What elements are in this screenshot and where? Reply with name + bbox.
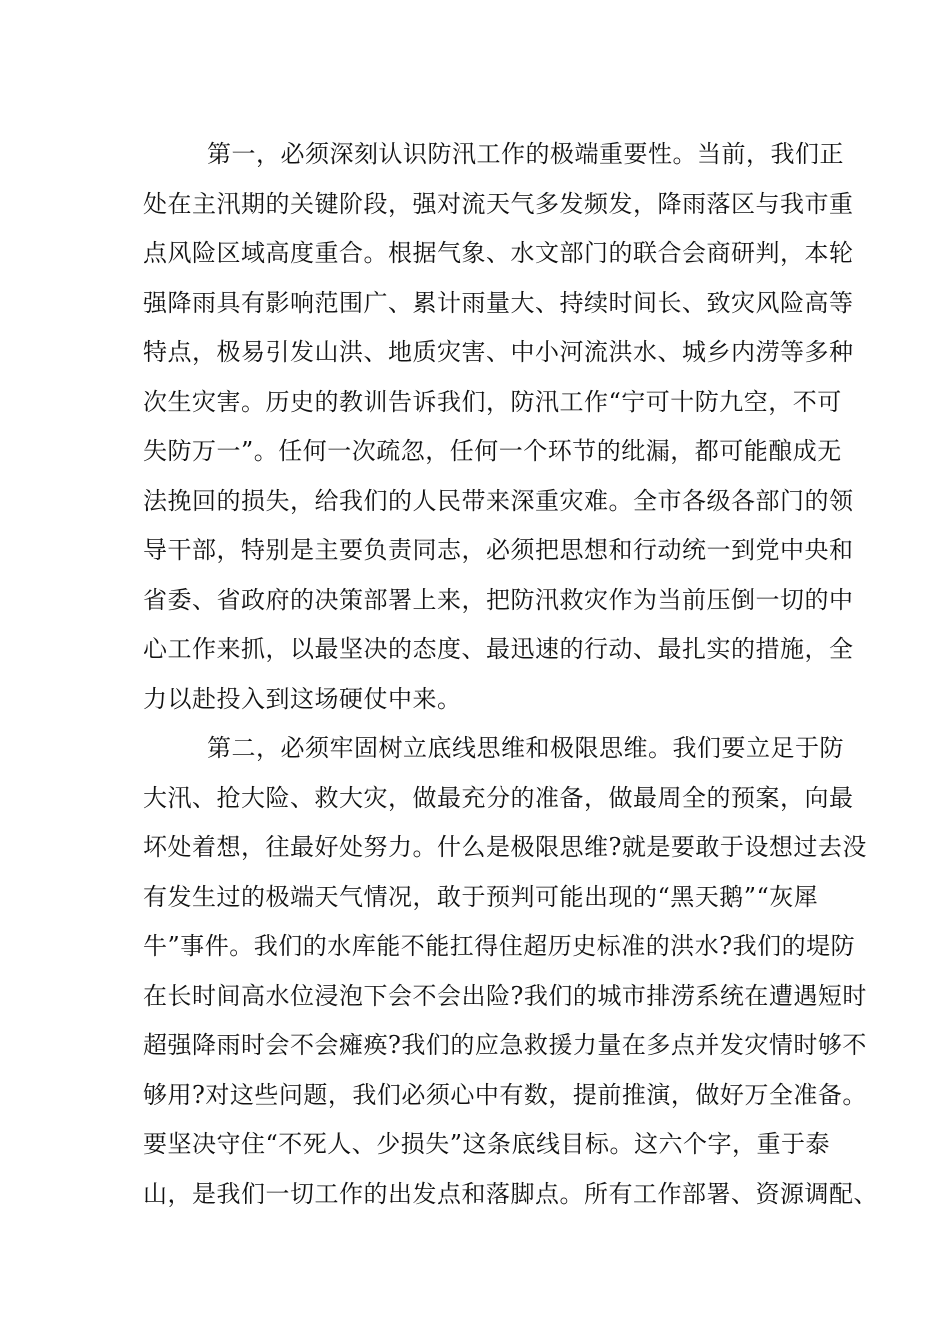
paragraph-line: 大汛、抢大险、救大灾，做最充分的准备，做最周全的预案，向最 — [143, 783, 854, 812]
paragraph-line: 力以赴投入到这场硬仗中来。 — [143, 684, 462, 713]
paragraph-line: 第二，必须牢固树立底线思维和极限思维。我们要立足于防 — [207, 734, 844, 762]
paragraph-line: 山，是我们一切工作的出发点和落脚点。所有工作部署、资源调配、 — [143, 1179, 878, 1208]
paragraph-line: 第一，必须深刻认识防汛工作的极端重要性。当前，我们正 — [207, 140, 844, 168]
document-body — [143, 130, 878, 1219]
paragraph-line: 处在主汛期的关键阶段，强对流天气多发频发，降雨落区与我市重 — [143, 189, 854, 218]
paragraph-line: 失防万一”。任何一次疏忽，任何一个环节的纰漏，都可能酿成无 — [143, 437, 842, 465]
paragraph-line: 省委、省政府的决策部署上来，把防汛救灾作为当前压倒一切的中 — [143, 585, 854, 614]
paragraph-line: 强降雨具有影响范围广、累计雨量大、持续时间长、致灾风险高等 — [143, 288, 854, 317]
paragraph-line: 特点，极易引发山洪、地质灾害、中小河流洪水、城乡内涝等多种 — [143, 338, 854, 366]
paragraph-line: 在长时间高水位浸泡下会不会出险?我们的城市排涝系统在遭遇短时 — [143, 981, 867, 1010]
paragraph-line: 导干部，特别是主要负责同志，必须把思想和行动统一到党中央和 — [143, 536, 854, 564]
paragraph-line: 次生灾害。历史的教训告诉我们，防汛工作“宁可十防九空，不可 — [143, 387, 842, 416]
paragraph-line: 超强降雨时会不会瘫痪?我们的应急救援力量在多点并发灾情时够不 — [143, 1031, 867, 1059]
paragraph-line: 点风险区域高度重合。根据气象、水文部门的联合会商研判，本轮 — [143, 239, 854, 267]
paragraph-line: 够用?对这些问题，我们必须心中有数，提前推演，做好万全准备。 — [143, 1080, 867, 1109]
paragraph-line: 要坚决守住“不死人、少损失”这条底线目标。这六个字，重于泰 — [143, 1130, 831, 1158]
paragraph-line: 坏处着想，往最好处努力。什么是极限思维?就是要敢于设想过去没 — [143, 833, 867, 861]
paragraph-2 — [143, 724, 878, 1219]
paragraph-line: 牛”事件。我们的水库能不能扛得住超历史标准的洪水?我们的堤防 — [143, 932, 856, 960]
paragraph-1 — [143, 130, 854, 724]
paragraph-line: 法挽回的损失，给我们的人民带来深重灾难。全市各级各部门的领 — [143, 486, 854, 515]
paragraph-line: 心工作来抓，以最坚决的态度、最迅速的行动、最扎实的措施，全 — [143, 635, 854, 663]
paragraph-line: 有发生过的极端天气情况，敢于预判可能出现的“黑天鹅”“灰犀 — [143, 882, 819, 911]
